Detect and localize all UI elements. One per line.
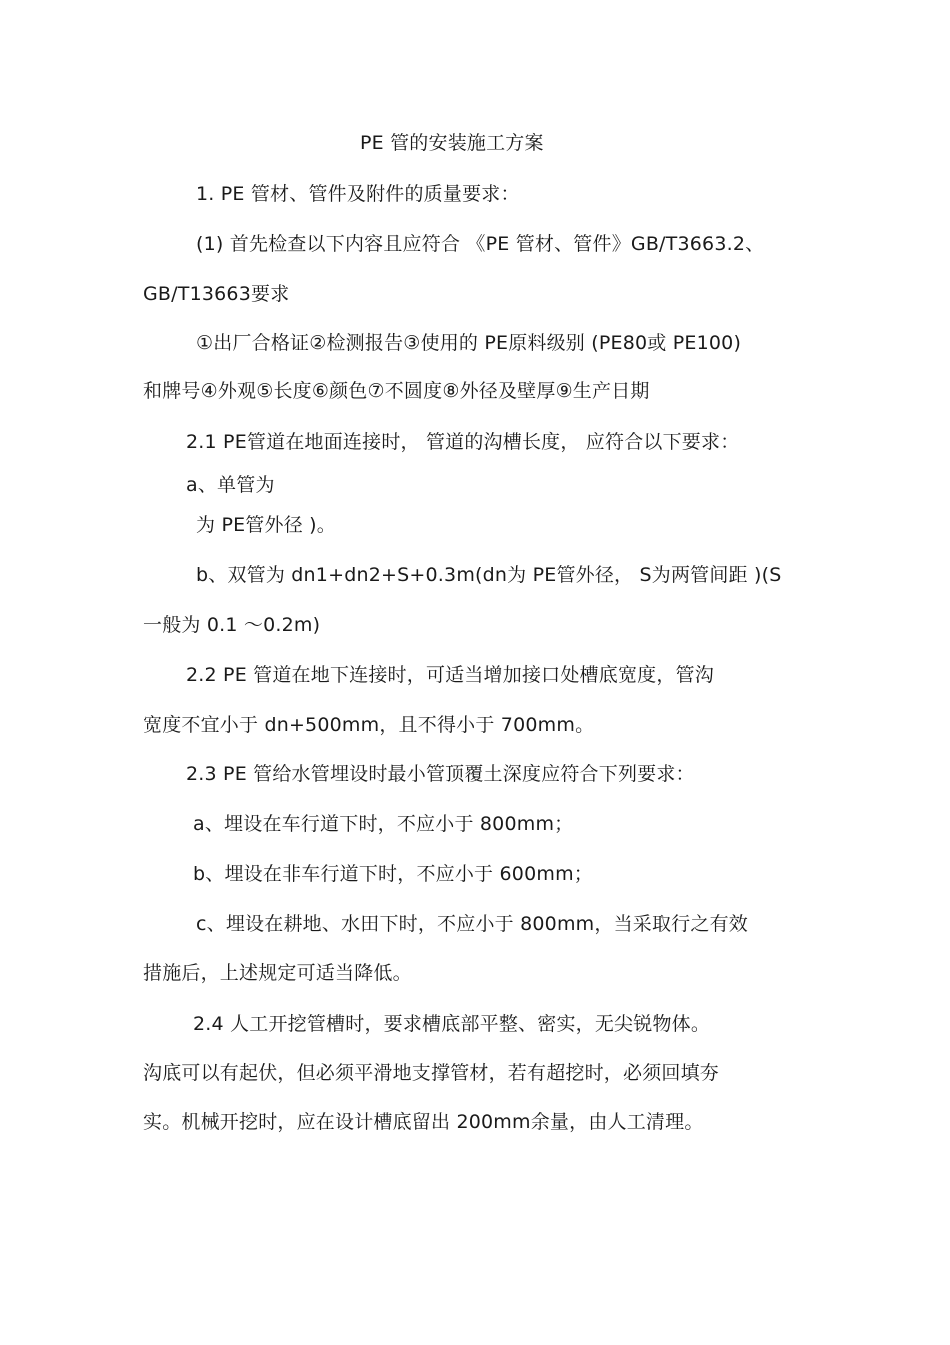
text-line: 2.4 人工开挖管槽时，要求槽底部平整、密实，无尖锐物体。 bbox=[193, 1013, 711, 1035]
text-line: 2.2 PE 管道在地下连接时，可适当增加接口处槽底宽度，管沟 bbox=[186, 664, 714, 686]
text-line: a、埋设在车行道下时，不应小于 800mm； bbox=[193, 813, 574, 835]
text-line: 宽度不宜小于 dn+500mm，且不得小于 700mm。 bbox=[143, 714, 595, 736]
text-line: 实。机械开挖时，应在设计槽底留出 200mm余量，由人工清理。 bbox=[143, 1111, 704, 1133]
text-line: 2.3 PE 管给水管埋设时最小管顶覆土深度应符合下列要求： bbox=[186, 763, 695, 785]
text-line: 沟底可以有起伏，但必须平滑地支撑管材，若有超挖时，必须回填夯 bbox=[143, 1062, 720, 1084]
text-line: 和牌号④外观⑤长度⑥颜色⑦不圆度⑧外径及壁厚⑨生产日期 bbox=[143, 380, 650, 402]
text-line: 2.1 PE管道在地面连接时， 管道的沟槽长度， 应符合以下要求： bbox=[186, 431, 740, 453]
text-line: a、单管为 bbox=[186, 474, 275, 496]
text-line: 一般为 0.1 ～0.2m) bbox=[143, 614, 321, 636]
text-line: c、埋设在耕地、水田下时，不应小于 800mm，当采取行之有效 bbox=[196, 913, 748, 935]
text-line: ①出厂合格证②检测报告③使用的 PE原料级别 (PE80或 PE100) bbox=[196, 332, 742, 354]
document-title: PE 管的安装施工方案 bbox=[360, 132, 544, 154]
text-line: GB/T13663要求 bbox=[143, 283, 290, 305]
text-line: 1. PE 管材、管件及附件的质量要求： bbox=[196, 183, 520, 205]
text-line: b、双管为 dn1+dn2+S+0.3m(dn为 PE管外径， S为两管间距 )(S bbox=[196, 564, 782, 586]
text-line: 措施后，上述规定可适当降低。 bbox=[143, 962, 412, 984]
text-line: 为 PE管外径 )。 bbox=[196, 514, 336, 536]
text-line: (1) 首先检查以下内容且应符合 《PE 管材、管件》GB/T3663.2、 bbox=[196, 233, 765, 255]
text-line: b、埋设在非车行道下时，不应小于 600mm； bbox=[193, 863, 593, 885]
